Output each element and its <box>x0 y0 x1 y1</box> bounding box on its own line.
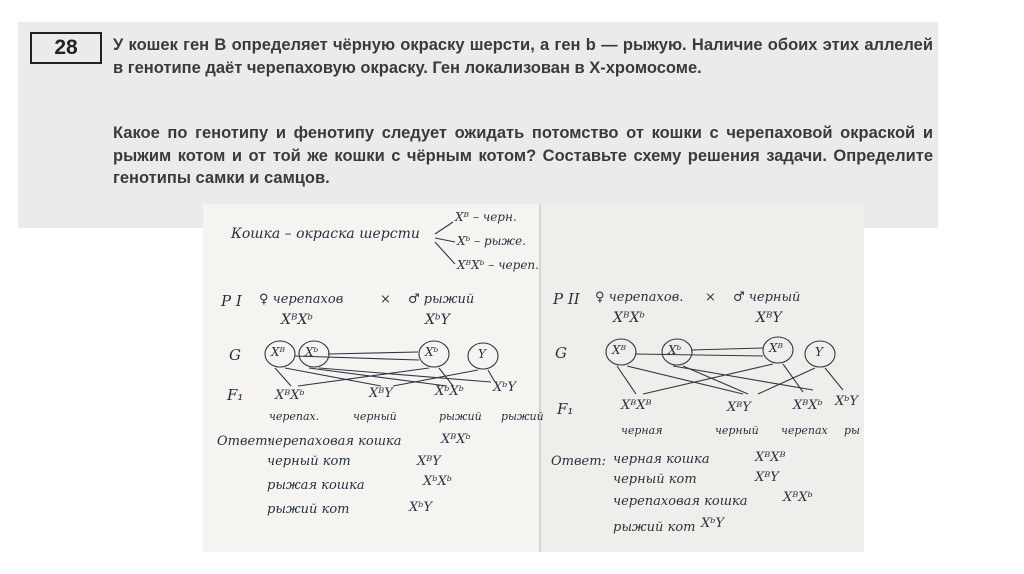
cross1-offspring-2: XᴮY <box>369 386 393 401</box>
task-condition: У кошек ген B определяет чёрную окраску шерсти, а ген b — рыжую. Наличие обоих этих аллелей в генотипе даёт черепаховую окраску. Ген локализован в X-хромосоме. <box>113 36 933 77</box>
cross2-gamete-3: Xᴮ <box>769 341 784 355</box>
cross2-answer-3-phenotype: черепаховая кошка <box>613 494 748 509</box>
cross1-female: ♀ черепахов <box>259 292 344 307</box>
cross1-offspring-1: XᴮXᵇ <box>275 388 305 403</box>
cross2-answer-3-genotype: XᴮXᵇ <box>783 490 813 505</box>
cross1-offspring-4: XᵇY <box>493 380 517 395</box>
cross2-phenotype-1: черная <box>621 424 663 437</box>
cross2-offspring-3: XᴮXᵇ <box>793 398 823 413</box>
cross2-gamete-1: Xᴮ <box>612 343 627 357</box>
cross2-gamete-4: Y <box>815 345 823 359</box>
cross1-answer-label: Ответ: <box>217 434 272 449</box>
cross2-answer-label: Ответ: <box>551 454 606 469</box>
cross1-answer-1-genotype: XᴮXᵇ <box>441 432 471 447</box>
header-arrow-2 <box>435 238 455 242</box>
task-card <box>18 22 938 228</box>
cross2-answer-4-phenotype: рыжий кот <box>613 520 696 535</box>
cross2-times: × <box>705 290 716 305</box>
cross2-phenotype-3: черепах <box>781 424 828 437</box>
cross2-label: P II <box>553 290 580 308</box>
cross1-answer-4-genotype: XᵇY <box>409 500 433 515</box>
cross2-female-genotype: XᴮXᵇ <box>613 310 646 326</box>
cross1-gametes-label: G <box>229 346 241 364</box>
cross2-male: ♂ черный <box>733 290 801 305</box>
cross1-male: ♂ рыжий <box>408 292 475 307</box>
handwritten-solution-photo <box>203 204 864 552</box>
cross1-phenotype-1: черепах. <box>269 410 320 423</box>
cross2-f1-label: F₁ <box>557 400 574 418</box>
cross1-f1-label: F₁ <box>227 386 244 404</box>
cross1-answer-2-genotype: XᴮY <box>417 454 441 469</box>
cross1-female-genotype: XᴮXᵇ <box>281 312 314 328</box>
cross1-gamete-3: Xᵇ <box>425 345 439 359</box>
cross2-answer-4-genotype: XᵇY <box>701 516 725 531</box>
cross1-phenotype-2: черный <box>353 410 397 423</box>
cross2-answer-1-genotype: XᴮXᴮ <box>755 450 786 465</box>
cross1-offspring-3: XᵇXᵇ <box>435 384 464 399</box>
cross2-answer-2-phenotype: черный кот <box>613 472 697 487</box>
cross2-answer-1-phenotype: черная кошка <box>613 452 710 467</box>
cross1-answer-3-phenotype: рыжая кошка <box>267 478 365 493</box>
notes-title: Кошка – окраска шерсти <box>231 226 420 242</box>
cross2-phenotype-2: черный <box>715 424 759 437</box>
task-number: 28 <box>30 32 102 64</box>
cross2-phenotype-4: ры <box>844 424 861 437</box>
cross1-answer-1-phenotype: черепаховая кошка <box>267 434 402 449</box>
cross2-offspring-2: XᴮY <box>727 400 751 415</box>
cross1-gamete-1: Xᴮ <box>271 345 286 359</box>
allele-red: Xᵇ – рыже. <box>457 234 526 248</box>
cross2-male-genotype: XᴮY <box>756 310 782 326</box>
cross2-offspring-1: XᴮXᴮ <box>621 398 652 413</box>
cross-lines <box>203 204 864 552</box>
cross1-answer-3-genotype: XᵇXᵇ <box>423 474 452 489</box>
cross2-gamete-2: Xᵇ <box>668 343 682 357</box>
cross1-gamete-4: Y <box>478 347 486 361</box>
task-question: Какое по генотипу и фенотипу следует ожидать потомство от кошки с черепаховой окраской и рыжим котом и от той же кошки с чёрным котом? Составьте схему решения задачи. Определите генотипы самки и самцов. <box>113 124 933 187</box>
allele-black: Xᴮ – черн. <box>455 210 517 224</box>
cross2-female: ♀ черепахов. <box>595 290 684 305</box>
cross1-answer-2-phenotype: черный кот <box>267 454 351 469</box>
cross1-phenotype-4: рыжий <box>501 410 544 423</box>
cross1-answer-4-phenotype: рыжий кот <box>267 502 350 517</box>
cross1-label: P I <box>221 292 242 310</box>
allele-tortoise: XᴮXᵇ – череп. <box>457 258 539 272</box>
cross1-male-genotype: XᵇY <box>425 312 450 328</box>
cross2-answer-2-genotype: XᴮY <box>755 470 779 485</box>
header-arrow-1 <box>435 222 453 234</box>
header-arrow-3 <box>435 242 455 264</box>
cross1-gamete-2: Xᵇ <box>305 345 319 359</box>
cross2-gametes-label: G <box>555 344 567 362</box>
cross1-phenotype-3: рыжий <box>439 410 482 423</box>
cross1-times: × <box>380 292 391 307</box>
cross2-offspring-4: XᵇY <box>835 394 859 409</box>
